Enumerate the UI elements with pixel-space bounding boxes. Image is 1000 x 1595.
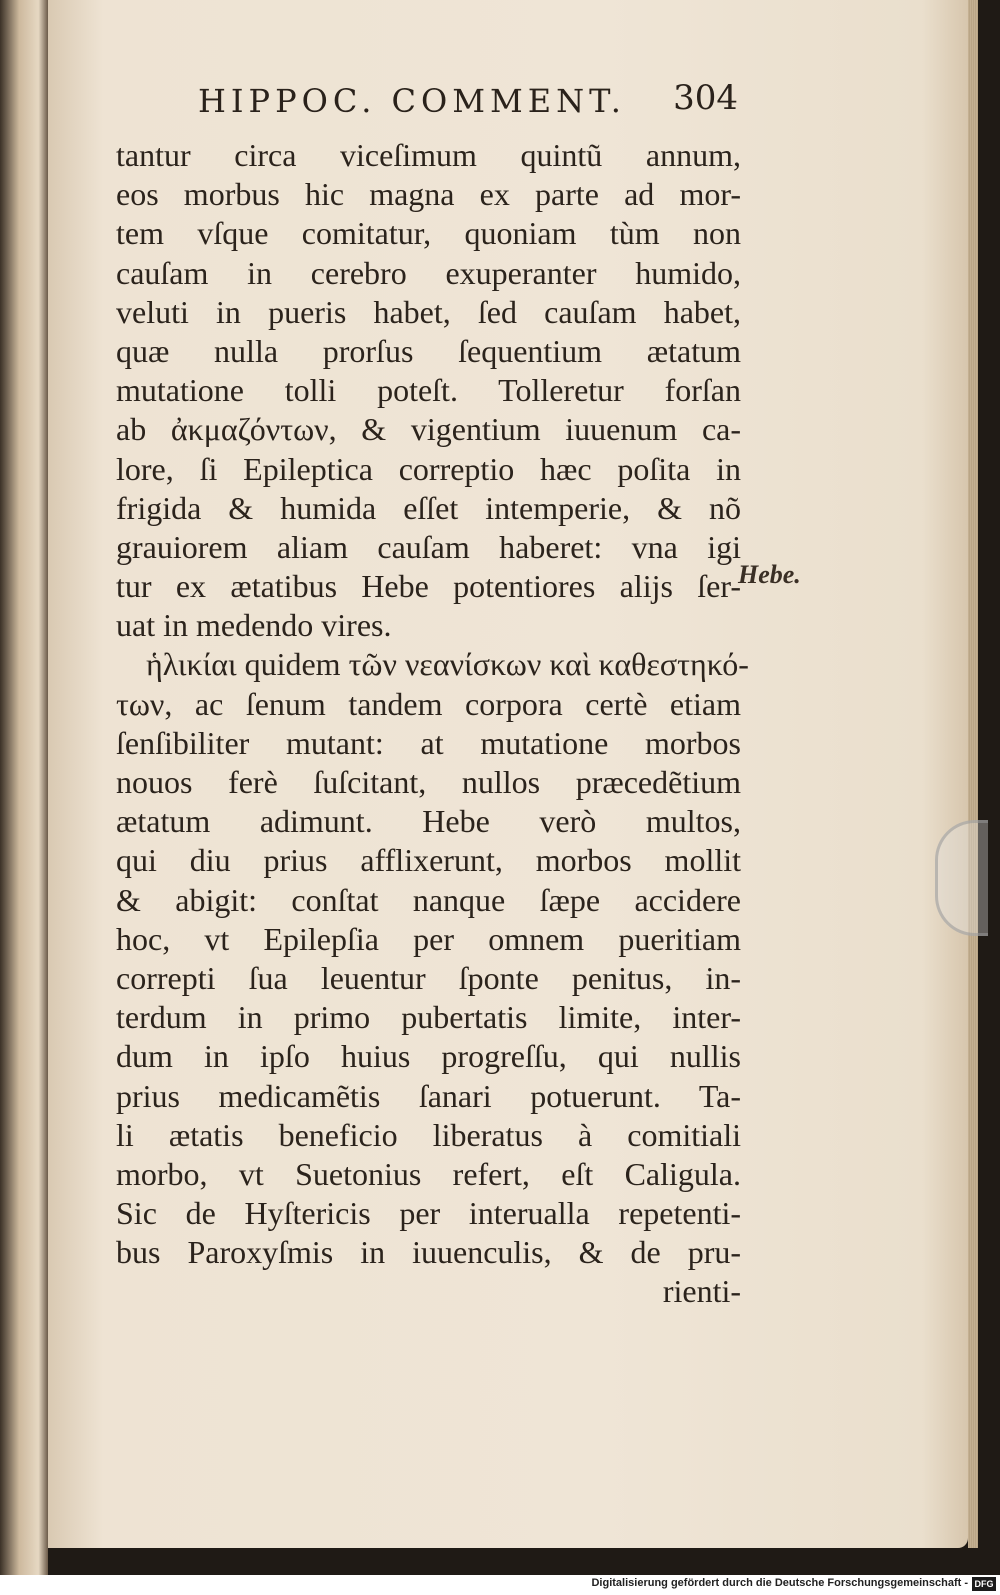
catchword: rienti- xyxy=(662,1273,741,1310)
text-line: mutatione tolli poteſt. Tolleretur forſan xyxy=(116,372,741,409)
text-line: ἡλικίαι quidem τῶν νεανίσκων καὶ καθεστηκό- xyxy=(146,646,749,683)
page-header xyxy=(198,78,738,132)
text-line: lore, ſi Epileptica correptio hæc poſita in xyxy=(116,450,741,487)
book-clamp xyxy=(935,820,988,936)
funding-credit: Digitalisierung gefördert durch die Deutsche Forschungsgemeinschaft - xyxy=(591,1577,968,1589)
text-line: eos morbus hic magna ex parte ad mor- xyxy=(116,176,741,213)
margin-note: Hebe. xyxy=(738,560,801,589)
text-line: Sic de Hyſtericis per interualla repetenti- xyxy=(116,1195,741,1232)
page-number: 304 xyxy=(673,78,738,118)
text-line: tur ex ætatibus Hebe potentiores alijs ſer- xyxy=(116,568,741,605)
text-line: dum in ipſo huius progreſſu, qui nullis xyxy=(116,1038,741,1075)
text-line: cauſam in cerebro exuperanter humido, xyxy=(116,254,741,291)
footer-bar xyxy=(0,1575,1000,1595)
text-line: uat in medendo vires. xyxy=(116,607,392,644)
text-line: ab ἀκμαζόντων, & vigentium iuuenum ca- xyxy=(116,411,741,448)
text-line: quæ nulla prorſus ſequentium ætatum xyxy=(116,332,741,369)
text-line: bus Paroxyſmis in iuuenculis, & de pru- xyxy=(116,1234,741,1271)
text-line: nouos ferè ſuſcitant, nullos præcedẽtium xyxy=(116,764,741,800)
text-line: li ætatis beneficio liberatus à comitiali xyxy=(116,1116,741,1153)
body-text xyxy=(116,136,749,1312)
text-line: hoc, vt Epilepſia per omnem pueritiam xyxy=(116,920,741,957)
text-line: qui diu prius afflixerunt, morbos mollit xyxy=(116,842,741,879)
running-title: HIPPOC. COMMENT. xyxy=(198,82,626,120)
text-line: terdum in primo pubertatis limite, inter- xyxy=(116,999,741,1036)
dfg-logo: DFG xyxy=(972,1577,996,1591)
text-line: ſenſibiliter mutant: at mutatione morbos xyxy=(116,724,741,761)
text-line: & abigit: conſtat nanque ſæpe accidere xyxy=(116,881,741,918)
text-line: grauiorem aliam cauſam haberet: vna igi xyxy=(116,528,741,565)
text-line: των, ac ſenum tandem corpora certè etiam xyxy=(116,685,741,722)
text-line: prius medicamẽtis ſanari potuerunt. Ta- xyxy=(116,1077,741,1114)
text-line: morbo, vt Suetonius refert, eſt Caligula. xyxy=(116,1155,741,1192)
text-line: frigida & humida eſſet intemperie, & nõ xyxy=(116,489,741,526)
text-line: ætatum adimunt. Hebe verò multos, xyxy=(116,803,741,840)
page-stack-edge xyxy=(968,0,978,1548)
text-line: tem vſque comitatur, quoniam tùm non xyxy=(116,215,741,252)
book-page xyxy=(48,0,968,1548)
text-line: veluti in pueris habet, ſed cauſam habet, xyxy=(116,293,741,330)
facing-page-edge xyxy=(0,0,48,1575)
text-line: tantur circa viceſimum quintũ annum, xyxy=(116,137,741,173)
text-line: correpti ſua leuentur ſponte penitus, in- xyxy=(116,959,741,996)
